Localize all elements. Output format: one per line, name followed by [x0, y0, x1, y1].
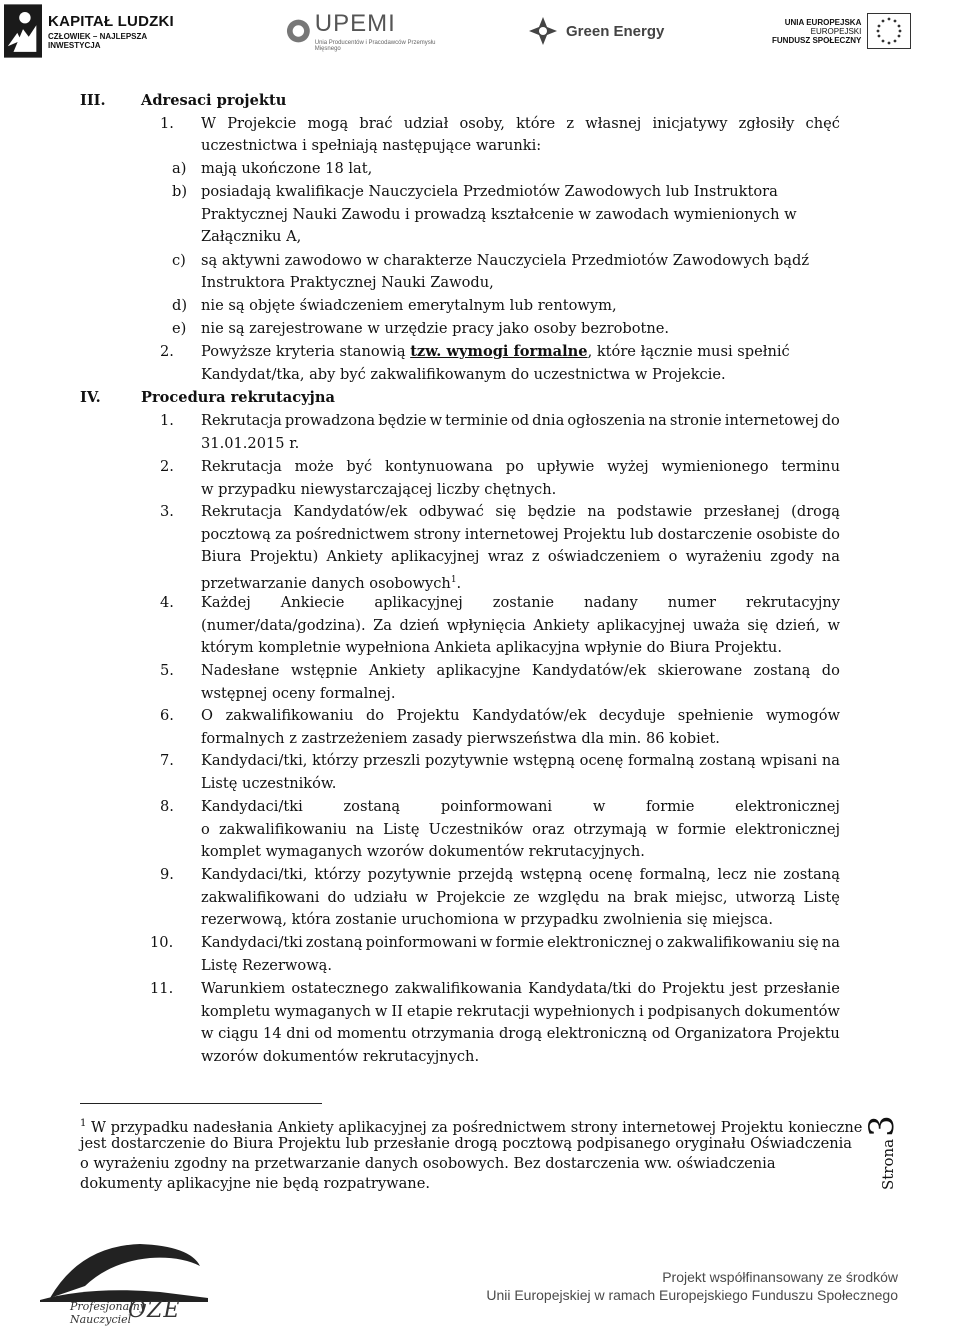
- section-4-item-9-line-1: [201, 864, 840, 886]
- word: stronie: [669, 412, 722, 429]
- word: w: [655, 820, 669, 838]
- eu-logo: [772, 0, 916, 62]
- section-4-item-1-line-1: [201, 410, 840, 432]
- word: jest: [731, 980, 758, 997]
- word: dostarczenie: [657, 525, 753, 543]
- word: formalną,: [639, 866, 711, 883]
- word: na: [821, 934, 840, 951]
- line-text: w przypadku niewystarczającej liczby chętnych.: [201, 480, 557, 498]
- word: Uczestników: [428, 820, 524, 838]
- green-energy-logo: [526, 0, 676, 62]
- word: od: [651, 1025, 670, 1043]
- section-4-item-8-number: 8.: [160, 798, 174, 815]
- word: wpłynięcia: [446, 616, 526, 634]
- word: aplikacyjnej: [596, 616, 686, 634]
- section-4-item-2-line-2: [201, 479, 556, 501]
- section-4-item-9-line-2: [201, 887, 840, 909]
- condition-b-line-1: posiadają kwalifikacje Nauczyciela Przedmiotów Zawodowych lub Instruktora: [201, 183, 778, 200]
- word: prowadzona: [284, 412, 376, 429]
- word: zakwalifikowaniu: [225, 707, 354, 724]
- eu-line-1: UNIA EUROPEJSKA: [784, 17, 862, 27]
- word: zostaną: [305, 934, 363, 951]
- footnote: [80, 1114, 863, 1194]
- word: Projektu): [249, 548, 319, 566]
- footnote-reference[interactable]: 1: [450, 575, 457, 586]
- word: aplikacyjne: [436, 662, 521, 679]
- word: zostaną: [699, 752, 756, 769]
- word: w: [592, 798, 606, 815]
- section-4-item-8-line-2: [201, 819, 840, 841]
- word: elektroniczną: [546, 1025, 648, 1043]
- section-4-item-6-line-1: [201, 705, 840, 727]
- footnote-text-1: W przypadku nadesłania Ankiety aplikacyjnej za pośrednictwem strony internetowej Projektu konieczne: [91, 1118, 863, 1136]
- word: do: [365, 707, 385, 724]
- word: zgody: [770, 548, 814, 566]
- word: Ankiety: [533, 616, 590, 634]
- word: wraz: [487, 548, 524, 566]
- word: nadany: [583, 594, 638, 611]
- word: wpisani: [760, 752, 818, 769]
- word: za: [275, 525, 292, 543]
- word: o: [201, 820, 210, 838]
- eu-line-3: FUNDUSZ SPOŁECZNY: [772, 35, 862, 45]
- word: przeszli: [363, 752, 421, 769]
- upemi-title: UPEMI: [314, 10, 396, 37]
- word: o: [655, 934, 664, 951]
- word: nie: [753, 866, 777, 883]
- word: Za: [373, 616, 392, 634]
- word: elektronicznej: [547, 934, 652, 951]
- word: w: [429, 412, 443, 429]
- word: spełnienie: [677, 707, 754, 724]
- section-4-item-11-line-4: [201, 1046, 479, 1068]
- word: dzień,: [775, 616, 820, 634]
- word: do: [821, 412, 840, 429]
- footnote-line-3: o wyrażeniu zgodny na przetwarzanie danych osobowych. Bez dostarczenia ww. oświadczenia: [80, 1155, 776, 1172]
- criteria-text-end: , które łącznie musi spełnić: [587, 343, 790, 360]
- word: brać: [359, 115, 393, 132]
- word: strony: [413, 525, 461, 543]
- section-4-item-6-number: 6.: [160, 707, 174, 724]
- word: zostaną: [783, 866, 840, 883]
- word: pozytywnie: [367, 866, 452, 883]
- section-3-title: Adresaci projektu: [141, 92, 287, 109]
- word: Rekrutacja: [201, 412, 282, 429]
- section-4-item-2-number: 2.: [160, 458, 174, 475]
- page-header: [0, 0, 960, 72]
- section-4-item-11-line-1: [201, 978, 840, 1000]
- section-4-item-4-number: 4.: [160, 594, 174, 611]
- word: Kandydatów/ek: [472, 707, 587, 724]
- footnote-marker: 1: [80, 1118, 87, 1129]
- word: lub: [630, 525, 654, 543]
- footnote-divider: [80, 1103, 322, 1104]
- word: zostanie: [492, 594, 554, 611]
- word: Biura: [201, 548, 242, 566]
- word: o: [668, 548, 678, 566]
- word: Kandydaci/tki: [201, 934, 303, 951]
- word: zakwalifikowania: [394, 980, 522, 997]
- word: Projekcie: [227, 115, 297, 132]
- word: do: [327, 888, 346, 906]
- word: w: [480, 934, 493, 951]
- section-4-item-3-number: 3.: [160, 503, 174, 520]
- word: internetowej: [464, 525, 559, 543]
- word: ciągu: [218, 1025, 259, 1043]
- word: oraz: [532, 820, 565, 838]
- word: rekrutacyjny: [746, 594, 840, 611]
- word: pośrednictwem: [295, 525, 410, 543]
- eu-line-2: EUROPEJSKI: [810, 26, 862, 36]
- line-text: formalnych z zastrzeżeniem zasady pierwszeństwa dla min. 86 kobiet.: [201, 729, 720, 747]
- section-4-item-4-line-1: [201, 592, 840, 614]
- word: być: [346, 458, 373, 475]
- logo-oze: OZE: [128, 1298, 181, 1323]
- word: ze: [513, 888, 530, 906]
- green-energy-title: Green Energy: [566, 22, 665, 40]
- word: od: [314, 1025, 333, 1043]
- word: osoby,: [459, 115, 505, 132]
- page-word: Strona: [879, 1138, 897, 1190]
- word: formie: [495, 934, 544, 951]
- line-text: przetwarzanie danych osobowych: [201, 574, 451, 592]
- word: chęć: [805, 115, 840, 132]
- section-4-item-7-line-2: [201, 773, 336, 795]
- section-4-item-9-line-3: [201, 909, 773, 931]
- word: na: [821, 752, 840, 769]
- word: brak: [633, 888, 668, 906]
- word: do: [637, 980, 656, 997]
- condition-e-label: e): [172, 320, 187, 337]
- word: się: [747, 616, 769, 634]
- section-4-item-5-line-2: [201, 683, 395, 705]
- condition-d-text: nie są objęte świadczeniem emerytalnym lub rentowym,: [201, 297, 617, 314]
- word: Projekcie: [436, 888, 506, 906]
- word: O: [201, 707, 213, 724]
- word: Projektu: [662, 980, 725, 997]
- word: dokumentów: [744, 1002, 840, 1020]
- section-4-item-11-line-3: [201, 1023, 840, 1045]
- word: wstępną: [520, 866, 583, 883]
- word: formie: [677, 820, 726, 838]
- word: ogłoszenia: [567, 412, 646, 429]
- word: (drogą: [791, 503, 840, 520]
- word: internetowej: [724, 412, 819, 429]
- word: w: [201, 1025, 214, 1043]
- word: na: [587, 503, 606, 520]
- word: udziału: [353, 888, 408, 906]
- line-text: którym kompletnie wypełniona Ankieta aplikacyjna wpłynie do Biura Projektu.: [201, 639, 782, 657]
- kapital-ludzki-title: KAPITAŁ LUDZKI: [48, 12, 174, 30]
- word: 14: [263, 1025, 282, 1043]
- word: przesłanie: [763, 980, 840, 997]
- word: skierowane: [657, 662, 743, 679]
- condition-d-label: d): [172, 297, 188, 314]
- word: względu: [537, 888, 600, 906]
- word: Projektu: [776, 1025, 840, 1043]
- footnote-line-1: [80, 1114, 863, 1136]
- word: dnia: [532, 412, 565, 429]
- word: w: [374, 1002, 388, 1020]
- word: zakwalifikowaniu: [218, 820, 347, 838]
- word: udział: [403, 115, 449, 132]
- upemi-subtitle: Unia Producentów i Pracodawców Przemysłu Mięsnego: [314, 40, 436, 52]
- word: wymogów: [766, 707, 840, 724]
- word: wyrażeniu: [685, 548, 762, 566]
- word: dni: [286, 1025, 310, 1043]
- section-4-item-11-number: 11.: [150, 980, 174, 997]
- word: dzień: [399, 616, 440, 634]
- word: otrzymają: [573, 820, 647, 838]
- word: wyżej: [607, 458, 649, 475]
- line-text: rezerwową, która zostanie uruchomiona w przypadku zwolnienia się miejsca.: [201, 911, 773, 929]
- word: Warunkiem: [201, 980, 286, 997]
- section-3-item-2-line-2: Kandydat/tka, aby być zakwalifikowanym do uczestnictwa w Projekcie.: [201, 366, 726, 383]
- word: rekrutacji: [456, 1002, 530, 1020]
- word: elektronicznej: [735, 798, 840, 815]
- kapital-ludzki-subtitle: CZŁOWIEK – NAJLEPSZA INWESTYCJA: [48, 31, 147, 50]
- word: Ankiety: [368, 662, 426, 679]
- word: drogą: [498, 1025, 543, 1043]
- word: poinformowani: [365, 934, 477, 951]
- word: momentu: [337, 1025, 407, 1043]
- condition-b-line-3: Załączniku A,: [201, 228, 302, 245]
- word: kompletu: [201, 1002, 271, 1020]
- section-4-item-5-line-1: [201, 660, 840, 682]
- word: oświadczeniem: [547, 548, 661, 566]
- line-suffix: .: [456, 574, 462, 592]
- word: się: [797, 934, 819, 951]
- footnote-line-4: dokumenty aplikacyjne nie będą rozpatrywane.: [80, 1175, 430, 1192]
- word: upływie: [536, 458, 595, 475]
- word: Kandydata/tki: [528, 980, 632, 997]
- word: utworzą: [735, 888, 796, 906]
- word: aplikacyjnej: [391, 548, 480, 566]
- section-3-number: III.: [80, 92, 106, 109]
- word: Kandydaci/tki,: [201, 866, 308, 883]
- word: ocenę: [588, 866, 633, 883]
- section-4-item-10-line-1: [201, 932, 840, 954]
- word: ostatecznego: [291, 980, 389, 997]
- word: ocenę: [579, 752, 624, 769]
- formal-requirements-term: tzw. wymogi formalne: [410, 343, 588, 360]
- word: W: [201, 115, 216, 132]
- green-energy-leaf-icon: [526, 14, 560, 48]
- upemi-emblem-icon: [286, 11, 311, 51]
- word: Ankiecie: [280, 594, 345, 611]
- word: Kandydaci/tki,: [201, 752, 308, 769]
- word: od: [510, 412, 530, 429]
- profesjonalny-nauczyciel-oze-logo: [40, 1236, 210, 1336]
- word: na: [821, 548, 840, 566]
- word: podstawie: [616, 503, 693, 520]
- section-4-item-10-number: 10.: [150, 934, 174, 951]
- word: do: [821, 525, 840, 543]
- condition-c-line-2: Instruktora Praktycznej Nauki Zawodu,: [201, 274, 494, 291]
- condition-a-label: a): [172, 160, 187, 177]
- word: pocztową: [201, 525, 271, 543]
- cofinancing-line-1: Projekt współfinansowany ze środków: [662, 1269, 898, 1285]
- kapital-ludzki-emblem-icon: [4, 3, 42, 59]
- section-4-item-4-line-3: [201, 637, 782, 659]
- word: terminu: [781, 458, 840, 475]
- word: odbywać: [418, 503, 484, 520]
- word: Projektu: [562, 525, 626, 543]
- condition-b-line-2: Praktycznej Nauki Zawodu i prowadzą kształcenie w zawodach wymienionych w: [201, 206, 797, 223]
- section-4-item-1-number: 1.: [160, 412, 174, 429]
- word: Kandydatów/ek: [531, 662, 647, 679]
- section-4-item-2-line-1: [201, 456, 840, 478]
- section-4-item-4-line-2: [201, 615, 840, 637]
- kapital-ludzki-logo: [4, 0, 194, 62]
- word: elektronicznej: [735, 820, 840, 838]
- logo-text-1: Profesjonalny: [70, 1300, 147, 1313]
- section-4-item-10-line-2: [201, 955, 332, 977]
- section-4-item-9-number: 9.: [160, 866, 174, 883]
- cofinancing-note: [486, 1268, 898, 1304]
- word: decyduje: [598, 707, 666, 724]
- section-4-item-7-number: 7.: [160, 752, 174, 769]
- section-4-item-3-line-1: [201, 501, 840, 523]
- section-3-item-2-line-1: [201, 341, 790, 363]
- section-4-item-1-line-2: [201, 433, 299, 455]
- line-text: wzorów dokumentów rekrutacyjnych.: [201, 1048, 480, 1066]
- word: do: [821, 662, 840, 679]
- word: aplikacyjnej: [374, 594, 463, 611]
- word: Ankiety: [326, 548, 383, 566]
- section-4-title: Procedura rekrutacyjna: [141, 389, 335, 406]
- arch-emblem-icon: [40, 1236, 210, 1302]
- word: Listę: [383, 820, 420, 838]
- section-4-item-8-line-3: [201, 841, 645, 863]
- condition-a-text: mają ukończone 18 lat,: [201, 160, 373, 177]
- footnote-line-2: jest dostarczenie do Biura Projektu lub przesłanie drogą pocztową podpisanego oryginału Oświadczenia: [80, 1135, 853, 1152]
- word: przesłanej: [703, 503, 780, 520]
- word: inicjatywy: [652, 115, 728, 132]
- word: własnej: [585, 115, 642, 132]
- word: poinformowani: [440, 798, 553, 815]
- word: się: [495, 503, 517, 520]
- word: Kandydatów/ek: [293, 503, 408, 520]
- word: będzie: [527, 503, 576, 520]
- word: w: [415, 888, 429, 906]
- word: numer: [667, 594, 717, 611]
- section-4-item-11-line-2: [201, 1001, 840, 1023]
- section-4-item-3-line-3: [201, 546, 840, 568]
- section-3-item-2-number: 2.: [160, 343, 174, 360]
- word: zgłosiły: [738, 115, 795, 132]
- section-4-item-5-number: 5.: [160, 662, 174, 679]
- word: Rekrutacja: [201, 503, 282, 520]
- word: Nadesłane: [201, 662, 280, 679]
- word: Projektu: [396, 707, 460, 724]
- word: Rekrutacja: [201, 458, 282, 475]
- word: Kandydaci/tki: [201, 798, 303, 815]
- word: (numer/data/godzina).: [201, 616, 366, 634]
- word: może: [294, 458, 334, 475]
- word: z: [566, 115, 575, 132]
- word: po: [505, 458, 524, 475]
- eu-flag-icon: [867, 13, 911, 49]
- word: mogą: [307, 115, 349, 132]
- word: formie: [646, 798, 695, 815]
- line-text: Listę Rezerwową.: [201, 956, 333, 974]
- section-4-number: IV.: [80, 389, 101, 406]
- word: miejsc,: [675, 888, 728, 906]
- word: którzy: [314, 866, 361, 883]
- word: na: [607, 888, 626, 906]
- word: zostaną: [343, 798, 401, 815]
- logo-text-2: Nauczyciel: [70, 1313, 132, 1326]
- cofinancing-line-2: Unii Europejskiej w ramach Europejskiego Funduszu Społecznego: [486, 1287, 898, 1303]
- line-text: wstępnej oceny formalnej.: [201, 684, 396, 702]
- word: wstępnie: [290, 662, 358, 679]
- section-3-item-1-line-2: uczestnictwa i spełniają następujące warunki:: [201, 137, 542, 154]
- condition-c-label: c): [172, 252, 186, 269]
- criteria-text: Powyższe kryteria stanowią: [201, 343, 406, 360]
- word: zakwalifikowaniu: [667, 934, 795, 951]
- section-4-item-3-line-4: [201, 569, 461, 591]
- word: II: [391, 1002, 403, 1020]
- word: wypełnionych: [533, 1002, 636, 1020]
- line-text: komplet wymaganych wzorów dokumentów rekrutacyjnych.: [201, 843, 645, 861]
- page-number-label: [862, 1115, 922, 1200]
- word: Listę: [803, 888, 840, 906]
- section-4-item-3-line-2: [201, 524, 840, 546]
- word: wymienionego: [661, 458, 769, 475]
- word: zostaną: [753, 662, 811, 679]
- word: formalną: [627, 752, 695, 769]
- word: w: [827, 616, 840, 634]
- section-4-item-8-line-1: [201, 796, 840, 818]
- word: i: [639, 1002, 644, 1020]
- word: będzie: [378, 412, 427, 429]
- condition-c-line-1: są aktywni zawodowo w charakterze Nauczyciela Przedmiotów Zawodowych bądź: [201, 252, 810, 269]
- word: Organizatora: [674, 1025, 773, 1043]
- word: otrzymania: [411, 1025, 495, 1043]
- section-3-item-1-line-1: [201, 113, 840, 135]
- section-4-item-6-line-2: [201, 728, 720, 750]
- word: podpisanych: [647, 1002, 741, 1020]
- upemi-logo: [286, 0, 456, 62]
- word: lecz: [717, 866, 747, 883]
- word: etapie: [406, 1002, 453, 1020]
- word: na: [355, 820, 374, 838]
- word: terminie: [445, 412, 508, 429]
- word: zakwalifikowani: [201, 888, 320, 906]
- word: Każdej: [201, 594, 251, 611]
- section-4-item-7-line-1: [201, 750, 840, 772]
- word: wstępną: [513, 752, 575, 769]
- word: osobiste: [756, 525, 818, 543]
- line-text: 31.01.2015 r.: [201, 434, 300, 452]
- word: przejdą: [457, 866, 514, 883]
- word: pozytywnie: [425, 752, 509, 769]
- word: uważa: [692, 616, 740, 634]
- condition-e-text: nie są zarejestrowane w urzędzie pracy jako osoby bezrobotne.: [201, 320, 670, 337]
- line-text: Listę uczestników.: [201, 774, 337, 792]
- section-3-item-1-number: 1.: [160, 115, 174, 132]
- word: kontynuowana: [384, 458, 493, 475]
- word: które: [516, 115, 556, 132]
- word: wymaganych: [274, 1002, 371, 1020]
- word: z: [531, 548, 540, 566]
- condition-b-label: b): [172, 183, 188, 200]
- word: którzy: [312, 752, 359, 769]
- word: na: [648, 412, 667, 429]
- page-number: 3: [862, 1115, 902, 1137]
